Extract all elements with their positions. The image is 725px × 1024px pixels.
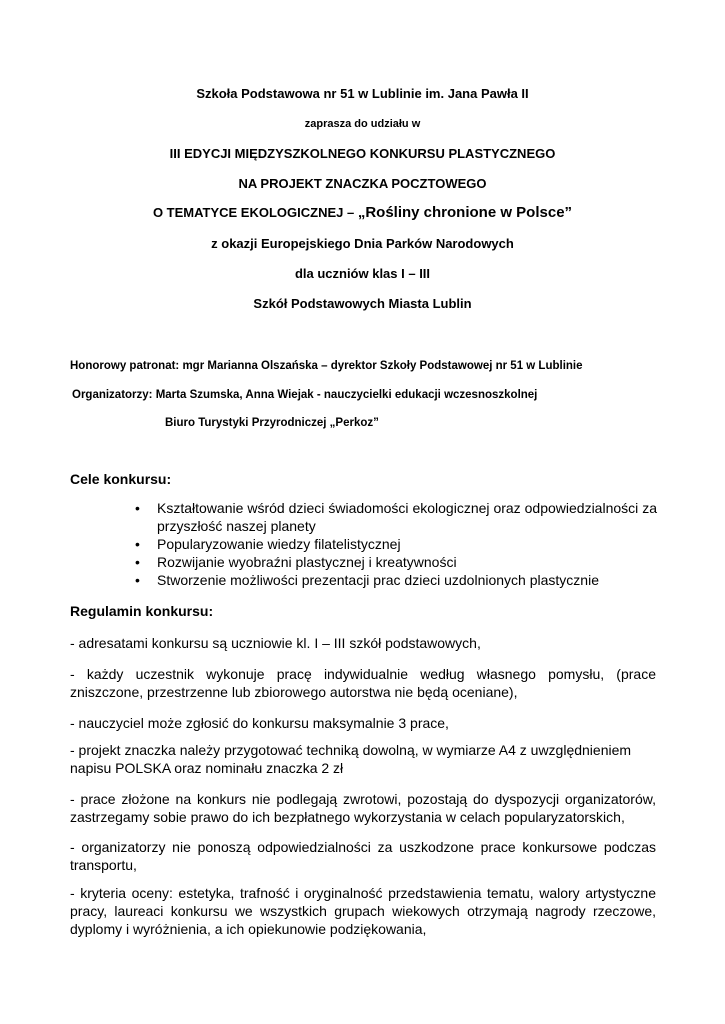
bullet-icon: • bbox=[135, 536, 140, 552]
organizers: Organizatorzy: Marta Szumska, Anna Wiejak - nauczycielki edukacji wczesnoszkolnej bbox=[72, 389, 538, 401]
goal-item: • Rozwijanie wyobraźni plastycznej i kreatywności bbox=[135, 554, 457, 570]
rule-item: - kryteria oceny: estetyka, trafność i oryginalność przedstawienia tematu, walory artystyczne pracy, laureaci konkursu we wszystkich grupach wiekowych otrzymają nagrody rzeczowe, dyplomy i wyróżnienia, a ich opiekunowie podziękowania, bbox=[70, 885, 656, 937]
invitation-line: zaprasza do udziału w bbox=[304, 118, 421, 130]
rule-item: - organizatorzy nie ponoszą odpowiedzialności za uszkodzone prace konkursowe podczas transportu, bbox=[70, 839, 656, 873]
goal-item: • Kształtowanie wśród dzieci świadomości ekologicznej oraz odpowiedzialności za przyszłość naszej planety bbox=[135, 500, 657, 534]
bullet-icon: • bbox=[135, 500, 140, 516]
tourism-bureau: Biuro Turystyki Przyrodniczej „Perkoz” bbox=[165, 417, 379, 429]
goal-item: • Stworzenie możliwości prezentacji prac dzieci uzdolnionych plastycznie bbox=[135, 572, 599, 588]
contest-project: NA PROJEKT ZNACZKA POCZTOWEGO bbox=[238, 176, 487, 191]
contest-schools: Szkół Podstawowych Miasta Lublin bbox=[253, 296, 472, 311]
goal-item: • Popularyzowanie wiedzy filatelistycznej bbox=[135, 536, 401, 552]
school-name: Szkoła Podstawowa nr 51 w Lublinie im. Jana Pawła II bbox=[196, 86, 529, 101]
theme-title: „Rośliny chronione w Polsce” bbox=[357, 204, 573, 221]
contest-audience: dla uczniów klas I – III bbox=[294, 266, 431, 281]
rule-item: - każdy uczestnik wykonuje pracę indywidualnie według własnego pomysłu, (prace zniszczone, przestrzenne lub zbiorowego autorstwa nie będą oceniane), bbox=[70, 666, 656, 700]
goals-title: Cele konkursu: bbox=[70, 471, 172, 487]
bullet-icon: • bbox=[135, 554, 140, 570]
bullet-icon: • bbox=[135, 572, 140, 588]
contest-edition: III EDYCJI MIĘDZYSZKOLNEGO KONKURSU PLASTYCZNEGO bbox=[169, 146, 556, 161]
rules-title: Regulamin konkursu: bbox=[70, 603, 214, 619]
theme-prefix: O TEMATYCE EKOLOGICZNEJ – bbox=[152, 205, 358, 220]
rule-item: - adresatami konkursu są uczniowie kl. I – III szkół podstawowych, bbox=[70, 635, 481, 651]
honorary-patronage: Honorowy patronat: mgr Marianna Olszańska – dyrektor Szkoły Podstawowej nr 51 w Lublinie bbox=[70, 360, 583, 372]
rule-item: - projekt znaczka należy przygotować techniką dowolną, w wymiarze A4 z uwzględnieniem napisu POLSKA oraz nominału znaczka 2 zł bbox=[70, 742, 632, 776]
contest-theme bbox=[0, 204, 725, 221]
rule-item: - prace złożone na konkurs nie podlegają zwrotowi, pozostają do dyspozycji organizatorów, zastrzegamy sobie prawo do ich bezpłatnego wykorzystania w celach popularyzatorskich, bbox=[70, 791, 656, 825]
contest-occasion: z okazji Europejskiego Dnia Parków Narodowych bbox=[211, 236, 514, 251]
rule-item: - nauczyciel może zgłosić do konkursu maksymalnie 3 prace, bbox=[70, 715, 449, 731]
goals-list bbox=[135, 499, 657, 589]
